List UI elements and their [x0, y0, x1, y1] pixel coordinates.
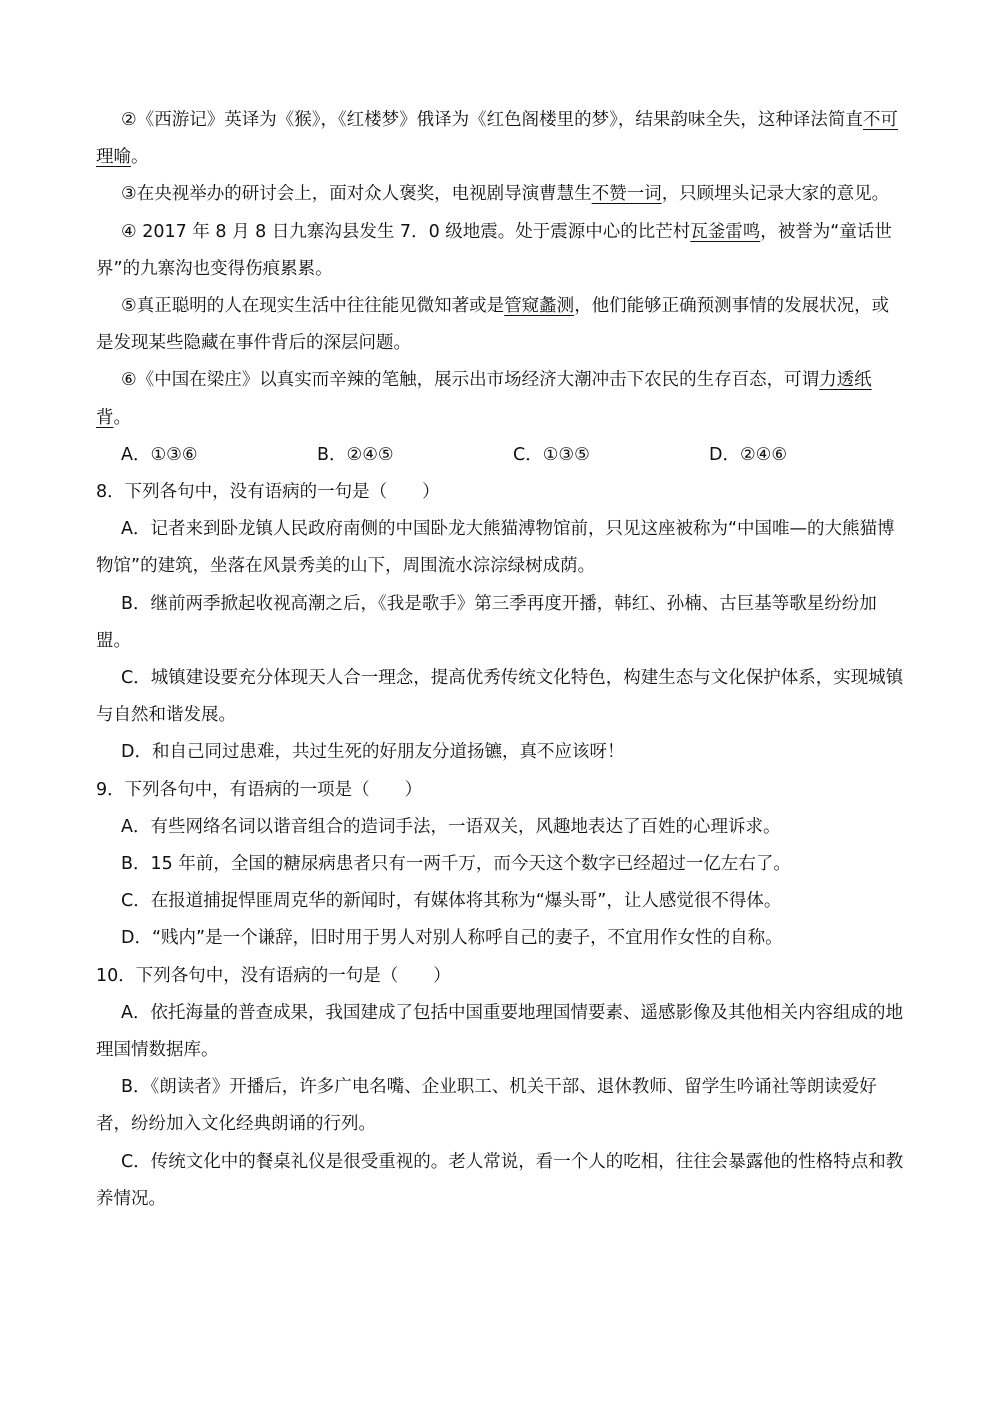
- q10-option-c: C．传统文化中的餐桌礼仪是很受重视的。老人常说，看一个人的吃相，往往会暴露他的性格特点和教养情况。: [96, 1151, 904, 1209]
- q7-item-2: ②《西游记》英译为《猴》，《红楼梦》俄译为《红色阁楼里的梦》，结果韵味全失，这种译法简直不可理喻。: [96, 110, 898, 168]
- q10-option-b: B．《朗读者》开播后，许多广电名嘴、企业职工、机关干部、退休教师、留学生吟诵社等朗读爱好者，纷纷加入文化经典朗诵的行列。: [96, 1077, 877, 1135]
- q7-item-5: ⑤真正聪明的人在现实生活中往往能见微知著或是管窥蠡测，他们能够正确预测事情的发展状况，或是发现某些隐藏在事件背后的深层问题。: [96, 296, 890, 354]
- underlined-idiom: 不可理喻: [96, 110, 898, 168]
- q7-item-6: ⑥《中国在梁庄》以真实而辛辣的笔触，展示出市场经济大潮冲击下农民的生存百态，可谓力透纸背。: [96, 370, 872, 428]
- q8-option-b: B．继前两季掀起收视高潮之后，《我是歌手》第三季再度开播，韩红、孙楠、古巨基等歌星纷纷加盟。: [96, 593, 877, 651]
- underlined-idiom: 力透纸背: [96, 370, 872, 428]
- q7-item-4: ④ 2017 年 8 月 8 日九寨沟县发生 7．0 级地震。处于震源中心的比芒村瓦釜雷鸣，被誉为“童话世界”的九寨沟也变得伤痕累累。: [96, 221, 892, 279]
- q8-option-a: A．记者来到卧龙镇人民政府南侧的中国卧龙大熊猫溥物馆前，只见这座被称为“中国唯—的大熊猫博物馆”的建筑，坐落在风景秀美的山下，周围流水淙淙绿树成荫。: [96, 519, 895, 577]
- underlined-idiom: 瓦釜雷鸣: [690, 221, 761, 242]
- underlined-idiom: 不赞一词: [591, 184, 662, 205]
- q7-option-b: B．②④⑤: [317, 444, 394, 465]
- document-body: [96, 102, 906, 1218]
- q8-option-d: D．和自己同过患难，共过生死的好朋友分道扬镳，真不应该呀！: [121, 742, 625, 763]
- q8-option-c: C．城镇建设要充分体现天人合一理念，提高优秀传统文化特色，构建生态与文化保护体系，实现城镇与自然和谐发展。: [96, 668, 904, 726]
- q7-item-3: ③在央视举办的研讨会上，面对众人褒奖，电视剧导演曹慧生不赞一词，只顾埋头记录大家的意见。: [121, 184, 890, 205]
- q9-option-b: B．15 年前，全国的糖尿病患者只有一两千万，而今天这个数字已经超过一亿左右了。: [121, 854, 791, 875]
- underlined-idiom: 管窥蠡测: [504, 296, 575, 317]
- q10-title: 10．下列各句中，没有语病的一句是（ ）: [96, 965, 451, 986]
- q7-options: [96, 437, 906, 474]
- q10-option-a: A．依托海量的普查成果，我国建成了包括中国重要地理国情要素、遥感影像及其他相关内容组成的地理国情数据库。: [96, 1002, 903, 1061]
- q9-title: 9．下列各句中，有语病的一项是（ ）: [96, 779, 423, 800]
- q9-option-d: D．“贱内”是一个谦辞，旧时用于男人对别人称呼自己的妻子，不宜用作女性的自称。: [121, 928, 783, 949]
- q7-option-d: D．②④⑥: [709, 444, 788, 465]
- q9-option-c: C．在报道捕捉悍匪周克华的新闻时，有媒体将其称为“爆头哥”，让人感觉很不得体。: [121, 891, 782, 912]
- q7-option-a: A．①③⑥: [121, 444, 198, 465]
- q8-title: 8．下列各句中，没有语病的一句是（ ）: [96, 482, 440, 503]
- q7-option-c: C．①③⑤: [513, 444, 590, 465]
- q9-option-a: A．有些网络名词以谐音组合的造词手法，一语双关，风趣地表达了百姓的心理诉求。: [121, 816, 781, 837]
